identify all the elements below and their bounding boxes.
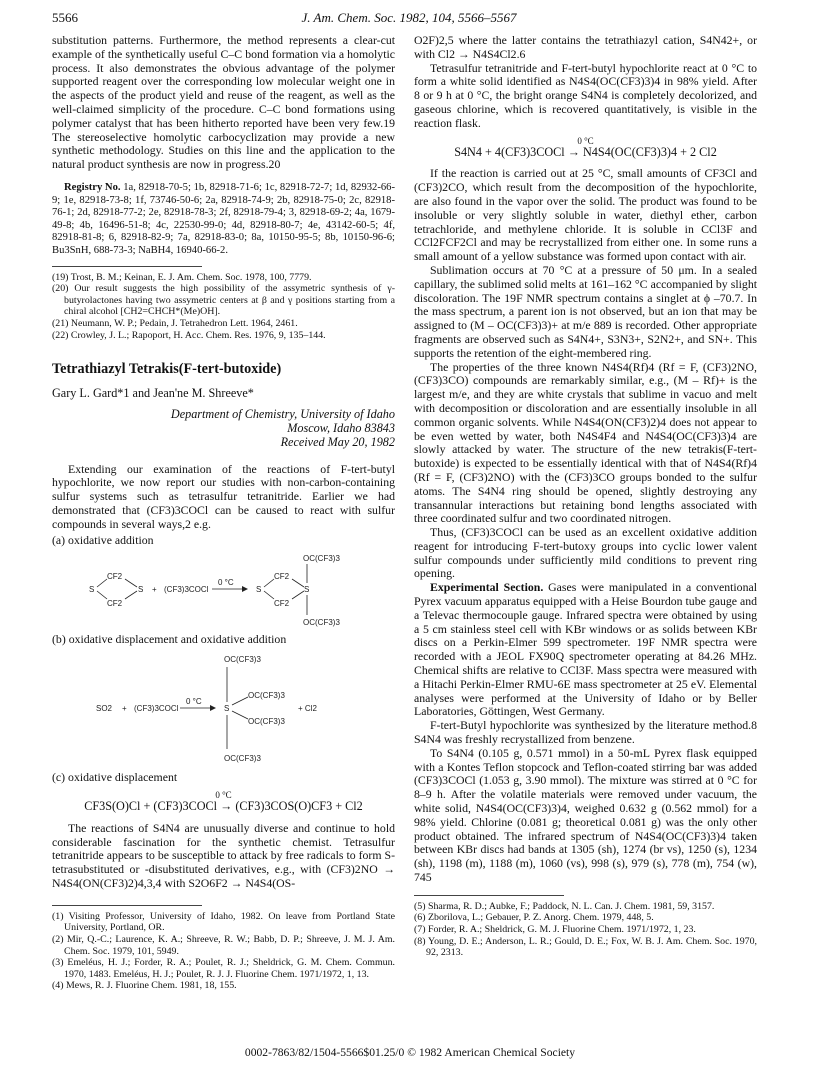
- received-date: Received May 20, 1982: [280, 434, 395, 449]
- oc-cf3-group: OC(CF3)3: [248, 691, 285, 701]
- reference: (8) Young, D. E.; Anderson, L. R.; Gould, D. E.; Fox, W. B. J. Am. Chem. Soc. 1970, 92, 2313.: [414, 935, 757, 959]
- reference: (7) Forder, R. A.; Sheldrick, G. M. J. Fluorine Chem. 1971/1972, 1, 23.: [414, 924, 696, 935]
- s-atom: S: [256, 585, 262, 595]
- paragraph: Sublimation occurs at 70 °C at a pressure of 50 μm. In a sealed capillary, the sublimed solid melts at 161–162 °C accompanied by slight discoloration. The 19F NMR spectrum contains a singlet at ϕ –70.7. In the mass spectrum, a parent ion is not observed, but an ion that may be assigned to (M – OC(CF3)3)+ at m/e 889 is recorded. Other appropriate fragments are observed such as S4N4+, S3N3+, S2N2+, and SN+. This supports the retention of the eight-membered ring.: [414, 262, 757, 360]
- paragraph: To S4N4 (0.105 g, 0.571 mmol) in a 50-mL Pyrex flask equipped with a Kontes Teflon stopcock and Teflon-coated stirring bar was added (CF3)3COCl (1.053 g, 3.90 mmol). The mixture was stirred at 0 °C for 8–9 h. After the volatile materials were removed under vacuum, the white solid, N4S4(OC(CF3)3)4, weighed 0.632 g (0.562 mmol) for a 98% yield. Chlorine (0.081 g; theoretical 0.081 g) was the only other product obtained. The infrared spectrum of N4S4(OC(CF3)3)4 taken between KBr discs had bands at 1305 (sh), 1274 (br vs), 1250 (s), 1234 (sh), 1198 (m), 1188 (m), 1060 (vs), 998 (s), 979 (s), 778 (m), 754 (w), 745: [414, 745, 757, 885]
- journal-citation: J. Am. Chem. Soc. 1982, 104, 5566–5567: [301, 10, 517, 25]
- paragraph-text: Gases were manipulated in a conventional Pyrex vacuum apparatus equipped with a Heise Bourdon tube gauge and a Televac thermocouple gauge. Infrared spectra were obtained by using a 5 cm stainless steel cell with KBr windows or as solids between KBr discs on a Perkin-Elmer 599 spectrometer. 19F NMR spectra were recorded with a JEOL FX90Q spectrometer operating at 84.26 MHz. Chemical shifts are relative to CCl3F. Mass spectra were measured with a Hitachi Perkin-Elmer RMU-6E mass spectrometer at 25 eV. Elemental analyses were performed at the University of Idaho or by Beller Laboratories, Göttingen, West Germany.: [414, 580, 757, 719]
- oc-cf3-group: OC(CF3)3: [303, 618, 340, 628]
- equation-text: CF3S(O)Cl + (CF3)3COCl → (CF3)3COS(O)CF3 + Cl2: [84, 799, 363, 814]
- paragraph: The properties of the three known N4S4(Rf)4 (Rf = F, (CF3)2NO, (CF3)3CO) compounds are remarkably similar, e.g., (M – Rf)+ is the largest m/e, and they are white crystals that sublime in vacuo and melt with decomposition or discoloration and are essentially insoluble in all common organic solvents. While N4S4(ON(CF3)2)4 does not appear to be even wetted by water, both N4S4F4 and N4S4(OC(CF3)3)4 are slowly attacked by water. The structure of the new tetrakis(F-tert-butoxide) is expected to be essentially identical with that of N4S4(Rf)4 (Rf = F, (CF3)2NO) with the (CF3)3CO groups bonded to the sulfur atoms. The S4N4 ring should be opened, slightly destroying any transannular interactions but retaining bond lengths associated with three coordinated sulfur and two coordinated nitrogen.: [414, 359, 757, 526]
- page-header: [52, 10, 768, 26]
- reagent-label: (CF3)3COCl: [164, 585, 209, 595]
- authors: Gary L. Gard*1 and Jean'ne M. Shreeve*: [52, 385, 254, 400]
- reference: (20) Our result suggests the high possibility of the assymetric synthesis of γ-butyrolactones having two assymetric centers at β and γ positions starting from a chiral alcohol [CH2=CHCH*(Me)OH].: [52, 283, 395, 318]
- s-atom: S: [138, 585, 144, 595]
- equation-text: S4N4 + 4(CF3)3COCl → N4S4(OC(CF3)3)4 + 2 Cl2: [454, 144, 717, 159]
- paragraph: [414, 581, 757, 719]
- references-right: [414, 901, 757, 959]
- paragraph: Tetrasulfur tetranitride and F-tert-butyl hypochlorite react at 0 °C to form a white solid identified as N4S4(OC(CF3)3)4 in 98% yield. After 8 or 9 h at 0 °C, the bright orange S4N4 is completely decolorized, and gaseous chlorine, which is recovered quantitatively, is visible in the reaction flask.: [414, 60, 757, 130]
- cf2-label: CF2: [107, 572, 123, 582]
- paragraph: If the reaction is carried out at 25 °C, small amounts of CF3Cl and (CF3)2CO, which result from the decomposition of the hypochlorite, are also found in the vapor over the solid. The product was found to be insoluble or very slightly soluble in water, diethyl ether, carbon tetrachloride, and methylene chloride. It is soluble in CCl3F and CCl2FCF2Cl and may be recrystallized from either one. In some runs a small amount of a yellow substance was formed upon contact with air.: [414, 166, 757, 264]
- scheme-a: [52, 549, 395, 631]
- cf2-label: CF2: [107, 599, 123, 609]
- equation-1: [414, 137, 757, 160]
- reference: (6) Zborilova, L.; Gebauer, P. Z. Anorg. Chem. 1979, 448, 5.: [414, 912, 654, 924]
- affiliation-dept: Department of Chemistry, University of Idaho: [170, 406, 395, 421]
- article-title: Tetrathiazyl Tetrakis(F-tert-butoxide): [52, 361, 282, 378]
- affiliation-city: Moscow, Idaho 83843: [287, 420, 395, 435]
- equation-condition: 0 °C: [577, 135, 594, 146]
- page-footer: 0002-7863/82/1504-5566$01.25/0 © 1982 American Chemical Society: [244, 1046, 576, 1059]
- registry-label: Registry No.: [64, 181, 121, 193]
- page-number: 5566: [52, 10, 78, 25]
- s-atom: S: [304, 585, 310, 595]
- reference: (5) Sharma, R. D.; Aubke, F.; Paddock, N. L. Can. J. Chem. 1981, 59, 3157.: [414, 900, 715, 912]
- oc-cf3-group: OC(CF3)3: [224, 754, 261, 764]
- footnote-rule: [414, 895, 564, 896]
- reference: (2) Mir, Q.-C.; Laurence, K. A.; Shreeve, R. W.; Babb, D. P.; Shreeve, J. M. J. Am. Chem. Soc. 1979, 101, 5949.: [52, 934, 395, 957]
- registry-text: 1a, 82918-70-5; 1b, 82918-71-6; 1c, 82918-72-7; 1d, 82932-66-9; 1e, 82918-73-8; 1f, 73746-50-6; 2a, 82918-74-9; 2b, 82918-75-0; 2c, 82918-76-1; 2d, 82918-77-2; 2e, 82918-78-3; 2f, 82918-79-4; 3, 82918-69-2; 4a, 1679-49-8; 4b, 16496-51-8; 4c, 22530-99-0; 4d, 82918-80-7; 4e, 43142-60-5; 4f, 82918-81-8; 6, 82918-82-9; 7a, 82918-83-0; 8a, 10150-95-5; 8b, 10150-96-6; Bu3SnH, 688-73-3; NaBH4, 16940-66-2.: [52, 181, 395, 256]
- condition-label: 0 °C: [218, 578, 234, 588]
- reference: (1) Visiting Professor, University of Idaho, 1982. On leave from Portland State University, Portland, OR.: [52, 910, 395, 934]
- s-atom: S: [89, 585, 95, 595]
- oc-cf3-group: OC(CF3)3: [303, 554, 340, 564]
- registry-numbers: [52, 182, 395, 258]
- reference: (22) Crowley, J. L.; Rapoport, H. Acc. Chem. Res. 1976, 9, 135–144.: [52, 329, 326, 341]
- reference: (19) Trost, B. M.; Keinan, E. J. Am. Chem. Soc. 1978, 100, 7779.: [52, 271, 312, 283]
- plus-sign: +: [152, 585, 157, 595]
- cl2-product: + Cl2: [298, 704, 317, 714]
- footnote-rule: [52, 266, 202, 267]
- references-top: [52, 272, 395, 342]
- paragraph: F-tert-Butyl hypochlorite was synthesized by the literature method.8 S4N4 was freshly recrystallized from benzene.: [414, 718, 757, 747]
- reagent-label: (CF3)3COCl: [134, 704, 179, 714]
- references-bottom: [52, 911, 395, 992]
- scheme-b: [52, 649, 395, 769]
- case-c-label: (c) oxidative displacement: [52, 770, 178, 785]
- reference: (3) Emeléus, H. J.; Forder, R. A.; Poulet, R. J.; Sheldrick, G. M. Chem. Commun. 1970, 1483. Emeléus, H. J.; Poulet, R. J. J. Fluorine Chem. 1971/1972, 1, 13.: [52, 957, 395, 980]
- oc-cf3-group: OC(CF3)3: [224, 655, 261, 665]
- cf2-label: CF2: [274, 572, 290, 582]
- plus-sign: +: [122, 704, 127, 714]
- case-a-label: (a) oxidative addition: [52, 532, 154, 547]
- right-column: [414, 34, 757, 959]
- s-atom: S: [224, 704, 230, 714]
- paragraph: Extending our examination of the reactions of F-tert-butyl hypochlorite, we now report our studies with non-carbon-containing sulfur systems such as tetrasulfur tetranitride. Earlier we had demonstrated that (CF3)3COCl can be caused to react with sulfur compounds in several ways,2 e.g.: [52, 461, 395, 531]
- footnote-rule: [52, 905, 202, 906]
- paragraph: substitution patterns. Furthermore, the method represents a clear-cut example of the synthetically useful C–C bond formation via a homolytic process. It also demonstrates the obvious advantage of the polymer supported reagent over the corresponding low molecular weight one in the aspects of the product yield and reuse of the reagent, as well as the well-claimed simplicity of the procedure. C–C bond formations using polymer catalyst that has been hitherto reported have been very few.19 The stereoselective homolytic carbocyclization may provide a new synthetic methodology. Studies on this line and the application to the natural product synthesis are now in progress.20: [52, 33, 395, 172]
- cf2-label: CF2: [274, 599, 290, 609]
- section-heading: Experimental Section.: [430, 580, 544, 595]
- case-b-label: (b) oxidative displacement and oxidative addition: [52, 632, 287, 647]
- left-column: [52, 34, 395, 992]
- reference: (21) Neumann, W. P.; Pedain, J. Tetrahedron Lett. 1964, 2461.: [52, 317, 298, 329]
- condition-label: 0 °C: [186, 697, 202, 707]
- so2-label: SO2: [96, 704, 113, 714]
- paragraph: Thus, (CF3)3COCl can be used as an excellent oxidative addition reagent for introducing F-tert-butoxy groups into cyclic lower valent sulfur compounds under sufficiently mild conditions to prevent ring opening.: [414, 525, 757, 581]
- equation-c: [52, 791, 395, 814]
- paragraph: O2F)2,5 where the latter contains the tetrathiazyl cation, S4N42+, or with Cl2 → N4S4Cl2.6: [414, 33, 757, 61]
- equation-condition: 0 °C: [215, 790, 232, 801]
- paragraph: The reactions of S4N4 are unusually diverse and continue to hold considerable fascination for the synthetic chemist. Tetrasulfur tetranitride appears to be susceptible to attack by free radicals to form S-tetrasubstituted or -disubstituted derivatives, e.g., with (CF3)2NO → N4S4(ON(CF3)2)4,3,4 with S2O6F2 → N4S4(OS-: [52, 820, 395, 891]
- affiliation: [52, 407, 395, 449]
- oc-cf3-group: OC(CF3)3: [248, 717, 285, 727]
- reference: (4) Mews, R. J. Fluorine Chem. 1981, 18, 155.: [52, 980, 237, 992]
